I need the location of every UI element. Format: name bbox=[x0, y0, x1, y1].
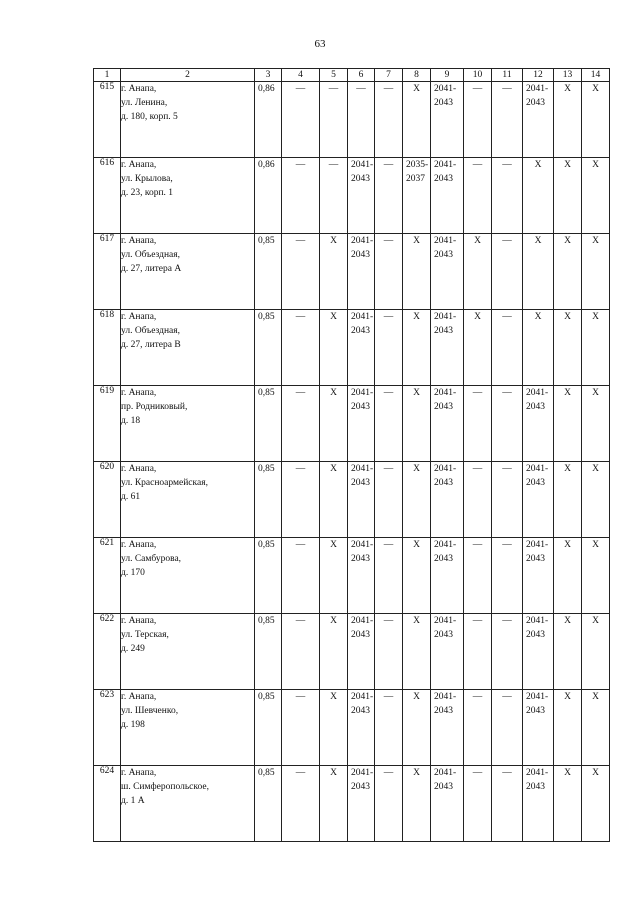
cell-line: 2041- bbox=[351, 540, 374, 550]
cell-c12: X bbox=[523, 158, 554, 234]
cell-c13: X bbox=[554, 82, 582, 158]
address-line: г. Анапа, bbox=[121, 236, 157, 246]
cell-line: 2041- bbox=[526, 768, 549, 778]
row-number: 615 bbox=[94, 82, 121, 158]
column-header: 11 bbox=[492, 69, 523, 82]
table-row bbox=[94, 82, 610, 158]
column-header: 1 bbox=[94, 69, 121, 82]
cell-c12 bbox=[523, 614, 554, 690]
address-cell bbox=[121, 234, 255, 310]
cell-c4: — bbox=[282, 462, 320, 538]
address-cell bbox=[121, 614, 255, 690]
cell-c6 bbox=[348, 614, 375, 690]
row-number: 617 bbox=[94, 234, 121, 310]
cell-c10: — bbox=[464, 614, 492, 690]
column-header: 3 bbox=[255, 69, 282, 82]
table-row bbox=[94, 310, 610, 386]
cell-c11: — bbox=[492, 538, 523, 614]
cell-c14: X bbox=[582, 82, 610, 158]
page-number: 63 bbox=[314, 38, 326, 50]
cell-c12: X bbox=[523, 310, 554, 386]
column-header: 4 bbox=[282, 69, 320, 82]
cell-c12 bbox=[523, 462, 554, 538]
cell-c3: 0,85 bbox=[255, 614, 282, 690]
cell-c14: X bbox=[582, 158, 610, 234]
cell-line: 2043 bbox=[526, 402, 545, 412]
cell-c11: — bbox=[492, 766, 523, 842]
cell-c12 bbox=[523, 538, 554, 614]
cell-c7: — bbox=[375, 538, 403, 614]
row-number: 620 bbox=[94, 462, 121, 538]
address-cell bbox=[121, 462, 255, 538]
cell-c8: X bbox=[403, 82, 431, 158]
cell-c8: X bbox=[403, 538, 431, 614]
cell-c5: X bbox=[320, 766, 348, 842]
cell-line: 2041- bbox=[434, 692, 457, 702]
cell-line: 2041- bbox=[351, 388, 374, 398]
address-line: г. Анапа, bbox=[121, 768, 157, 778]
cell-c4: — bbox=[282, 690, 320, 766]
table-row bbox=[94, 766, 610, 842]
address-line: пр. Родниковый, bbox=[121, 402, 188, 412]
cell-c14: X bbox=[582, 766, 610, 842]
cell-c11: — bbox=[492, 462, 523, 538]
cell-c14: X bbox=[582, 462, 610, 538]
column-header: 6 bbox=[348, 69, 375, 82]
cell-line: 2041- bbox=[351, 616, 374, 626]
address-line: ул. Красноармейская, bbox=[121, 478, 208, 488]
cell-c6 bbox=[348, 690, 375, 766]
cell-c4: — bbox=[282, 538, 320, 614]
address-line: г. Анапа, bbox=[121, 540, 157, 550]
cell-c6 bbox=[348, 462, 375, 538]
address-line: д. 1 А bbox=[121, 796, 145, 806]
cell-c9 bbox=[431, 386, 464, 462]
cell-c4: — bbox=[282, 82, 320, 158]
cell-c11: — bbox=[492, 386, 523, 462]
cell-line: 2041- bbox=[434, 312, 457, 322]
cell-line: 2041- bbox=[526, 84, 549, 94]
cell-c13: X bbox=[554, 614, 582, 690]
cell-c7: — bbox=[375, 690, 403, 766]
cell-c6 bbox=[348, 310, 375, 386]
cell-c8: X bbox=[403, 386, 431, 462]
cell-line: 2043 bbox=[434, 402, 453, 412]
address-line: ул. Терская, bbox=[121, 630, 169, 640]
cell-c11: — bbox=[492, 690, 523, 766]
row-number: 624 bbox=[94, 766, 121, 842]
cell-c13: X bbox=[554, 766, 582, 842]
cell-c9 bbox=[431, 158, 464, 234]
cell-c3: 0,85 bbox=[255, 234, 282, 310]
address-line: д. 27, литера А bbox=[121, 264, 182, 274]
table-row bbox=[94, 614, 610, 690]
cell-c13: X bbox=[554, 234, 582, 310]
cell-line: 2043 bbox=[351, 782, 370, 792]
cell-c4: — bbox=[282, 766, 320, 842]
address-line: г. Анапа, bbox=[121, 616, 157, 626]
address-line: д. 249 bbox=[121, 644, 145, 654]
cell-c3: 0,86 bbox=[255, 158, 282, 234]
address-cell bbox=[121, 386, 255, 462]
cell-line: 2043 bbox=[526, 554, 545, 564]
cell-c10: X bbox=[464, 310, 492, 386]
cell-line: 2041- bbox=[434, 616, 457, 626]
cell-line: 2041- bbox=[526, 388, 549, 398]
cell-c4: — bbox=[282, 158, 320, 234]
cell-c11: — bbox=[492, 234, 523, 310]
table-row bbox=[94, 158, 610, 234]
column-header: 8 bbox=[403, 69, 431, 82]
cell-line: 2043 bbox=[526, 630, 545, 640]
cell-c10: — bbox=[464, 690, 492, 766]
cell-c11: — bbox=[492, 82, 523, 158]
cell-c9 bbox=[431, 766, 464, 842]
cell-c7: — bbox=[375, 82, 403, 158]
address-line: г. Анапа, bbox=[121, 84, 157, 94]
address-line: д. 170 bbox=[121, 568, 145, 578]
row-number: 616 bbox=[94, 158, 121, 234]
table-row bbox=[94, 386, 610, 462]
cell-c13: X bbox=[554, 690, 582, 766]
cell-c13: X bbox=[554, 158, 582, 234]
cell-c3: 0,85 bbox=[255, 386, 282, 462]
column-header: 12 bbox=[523, 69, 554, 82]
cell-c14: X bbox=[582, 538, 610, 614]
cell-c3: 0,85 bbox=[255, 690, 282, 766]
row-number: 618 bbox=[94, 310, 121, 386]
cell-c8 bbox=[403, 158, 431, 234]
address-line: д. 198 bbox=[121, 720, 145, 730]
cell-line: 2041- bbox=[434, 160, 457, 170]
row-number: 621 bbox=[94, 538, 121, 614]
cell-c13: X bbox=[554, 310, 582, 386]
cell-c13: X bbox=[554, 538, 582, 614]
address-line: г. Анапа, bbox=[121, 464, 157, 474]
cell-line: 2043 bbox=[351, 326, 370, 336]
cell-c7: — bbox=[375, 310, 403, 386]
cell-c5: X bbox=[320, 386, 348, 462]
cell-line: 2041- bbox=[351, 236, 374, 246]
cell-c7: — bbox=[375, 766, 403, 842]
address-line: д. 23, корп. 1 bbox=[121, 188, 174, 198]
cell-line: 2043 bbox=[351, 250, 370, 260]
column-header: 2 bbox=[121, 69, 255, 82]
cell-c8: X bbox=[403, 766, 431, 842]
cell-line: 2043 bbox=[434, 554, 453, 564]
cell-c14: X bbox=[582, 234, 610, 310]
cell-line: 2043 bbox=[434, 706, 453, 716]
cell-c11: — bbox=[492, 614, 523, 690]
address-line: д. 180, корп. 5 bbox=[121, 112, 178, 122]
address-cell bbox=[121, 158, 255, 234]
address-cell bbox=[121, 538, 255, 614]
cell-line: 2041- bbox=[434, 236, 457, 246]
cell-line: 2041- bbox=[434, 540, 457, 550]
cell-c6 bbox=[348, 766, 375, 842]
cell-c10: — bbox=[464, 82, 492, 158]
cell-line: 2041- bbox=[351, 768, 374, 778]
cell-line: 2043 bbox=[434, 478, 453, 488]
address-line: г. Анапа, bbox=[121, 388, 157, 398]
row-number: 619 bbox=[94, 386, 121, 462]
address-cell bbox=[121, 310, 255, 386]
header-row bbox=[94, 69, 610, 82]
cell-line: 2041- bbox=[526, 692, 549, 702]
table-body bbox=[94, 82, 610, 842]
cell-c12 bbox=[523, 386, 554, 462]
cell-line: 2041- bbox=[351, 312, 374, 322]
address-line: г. Анапа, bbox=[121, 160, 157, 170]
address-line: д. 18 bbox=[121, 416, 141, 426]
cell-c14: X bbox=[582, 614, 610, 690]
cell-c6 bbox=[348, 386, 375, 462]
cell-c8: X bbox=[403, 614, 431, 690]
cell-c9 bbox=[431, 538, 464, 614]
cell-c7: — bbox=[375, 158, 403, 234]
cell-c10: — bbox=[464, 462, 492, 538]
cell-line: 2041- bbox=[351, 160, 374, 170]
cell-c12 bbox=[523, 690, 554, 766]
cell-line: 2041- bbox=[434, 464, 457, 474]
address-line: д. 61 bbox=[121, 492, 141, 502]
cell-line: 2043 bbox=[526, 706, 545, 716]
cell-c6 bbox=[348, 538, 375, 614]
cell-c11: — bbox=[492, 158, 523, 234]
cell-c10: — bbox=[464, 158, 492, 234]
column-header: 10 bbox=[464, 69, 492, 82]
table-row bbox=[94, 234, 610, 310]
cell-line: 2041- bbox=[351, 692, 374, 702]
cell-c4: — bbox=[282, 310, 320, 386]
cell-c4: — bbox=[282, 614, 320, 690]
cell-line: 2043 bbox=[526, 782, 545, 792]
cell-c6 bbox=[348, 158, 375, 234]
cell-c13: X bbox=[554, 386, 582, 462]
cell-c8: X bbox=[403, 690, 431, 766]
cell-line: 2041- bbox=[526, 540, 549, 550]
cell-line: 2041- bbox=[526, 616, 549, 626]
cell-c5: — bbox=[320, 158, 348, 234]
cell-line: 2043 bbox=[434, 174, 453, 184]
cell-line: 2043 bbox=[351, 174, 370, 184]
cell-c3: 0,85 bbox=[255, 766, 282, 842]
cell-line: 2043 bbox=[434, 98, 453, 108]
cell-c5: X bbox=[320, 690, 348, 766]
cell-c8: X bbox=[403, 462, 431, 538]
cell-line: 2043 bbox=[351, 630, 370, 640]
cell-c5: X bbox=[320, 614, 348, 690]
cell-c14: X bbox=[582, 310, 610, 386]
cell-c10: X bbox=[464, 234, 492, 310]
cell-c11: — bbox=[492, 310, 523, 386]
cell-c10: — bbox=[464, 766, 492, 842]
cell-c5: X bbox=[320, 234, 348, 310]
cell-line: 2041- bbox=[351, 464, 374, 474]
data-table bbox=[93, 68, 610, 842]
cell-c8: X bbox=[403, 234, 431, 310]
address-line: ул. Объездная, bbox=[121, 326, 180, 336]
cell-c9 bbox=[431, 82, 464, 158]
column-header: 9 bbox=[431, 69, 464, 82]
address-line: ул. Шевченко, bbox=[121, 706, 179, 716]
cell-c5: X bbox=[320, 538, 348, 614]
cell-c6: — bbox=[348, 82, 375, 158]
column-header: 5 bbox=[320, 69, 348, 82]
address-line: ул. Крылова, bbox=[121, 174, 173, 184]
column-header: 14 bbox=[582, 69, 610, 82]
cell-c3: 0,85 bbox=[255, 462, 282, 538]
table-row bbox=[94, 690, 610, 766]
address-line: ул. Самбурова, bbox=[121, 554, 182, 564]
address-cell bbox=[121, 82, 255, 158]
cell-c5: X bbox=[320, 310, 348, 386]
cell-c7: — bbox=[375, 386, 403, 462]
cell-c14: X bbox=[582, 386, 610, 462]
cell-c9 bbox=[431, 690, 464, 766]
cell-c4: — bbox=[282, 234, 320, 310]
row-number: 623 bbox=[94, 690, 121, 766]
cell-line: 2041- bbox=[526, 464, 549, 474]
cell-c3: 0,86 bbox=[255, 82, 282, 158]
address-line: г. Анапа, bbox=[121, 312, 157, 322]
cell-c10: — bbox=[464, 386, 492, 462]
cell-line: 2043 bbox=[526, 478, 545, 488]
cell-c9 bbox=[431, 310, 464, 386]
cell-c10: — bbox=[464, 538, 492, 614]
cell-c9 bbox=[431, 234, 464, 310]
cell-c9 bbox=[431, 614, 464, 690]
cell-c13: X bbox=[554, 462, 582, 538]
cell-line: 2043 bbox=[434, 326, 453, 336]
cell-c6 bbox=[348, 234, 375, 310]
cell-c14: X bbox=[582, 690, 610, 766]
cell-line: 2041- bbox=[434, 84, 457, 94]
column-header: 13 bbox=[554, 69, 582, 82]
address-line: ул. Ленина, bbox=[121, 98, 168, 108]
cell-c9 bbox=[431, 462, 464, 538]
cell-line: 2035- bbox=[406, 160, 429, 170]
cell-line: 2041- bbox=[434, 768, 457, 778]
cell-line: 2043 bbox=[434, 782, 453, 792]
cell-c7: — bbox=[375, 234, 403, 310]
table-row bbox=[94, 462, 610, 538]
cell-line: 2043 bbox=[526, 98, 545, 108]
cell-c8: X bbox=[403, 310, 431, 386]
cell-c5: — bbox=[320, 82, 348, 158]
cell-c4: — bbox=[282, 386, 320, 462]
address-line: д. 27, литера В bbox=[121, 340, 181, 350]
address-cell bbox=[121, 766, 255, 842]
cell-c7: — bbox=[375, 614, 403, 690]
cell-c3: 0,85 bbox=[255, 310, 282, 386]
cell-c3: 0,85 bbox=[255, 538, 282, 614]
column-header: 7 bbox=[375, 69, 403, 82]
address-line: г. Анапа, bbox=[121, 692, 157, 702]
cell-line: 2043 bbox=[351, 706, 370, 716]
cell-line: 2043 bbox=[351, 554, 370, 564]
cell-c12: X bbox=[523, 234, 554, 310]
cell-line: 2043 bbox=[351, 478, 370, 488]
cell-line: 2043 bbox=[351, 402, 370, 412]
address-cell bbox=[121, 690, 255, 766]
cell-line: 2043 bbox=[434, 630, 453, 640]
cell-c12 bbox=[523, 82, 554, 158]
cell-line: 2043 bbox=[434, 250, 453, 260]
address-line: ул. Объездная, bbox=[121, 250, 180, 260]
cell-c5: X bbox=[320, 462, 348, 538]
address-line: ш. Симферопольское, bbox=[121, 782, 209, 792]
row-number: 622 bbox=[94, 614, 121, 690]
cell-line: 2037 bbox=[406, 174, 425, 184]
cell-c12 bbox=[523, 766, 554, 842]
cell-c7: — bbox=[375, 462, 403, 538]
cell-line: 2041- bbox=[434, 388, 457, 398]
table-row bbox=[94, 538, 610, 614]
